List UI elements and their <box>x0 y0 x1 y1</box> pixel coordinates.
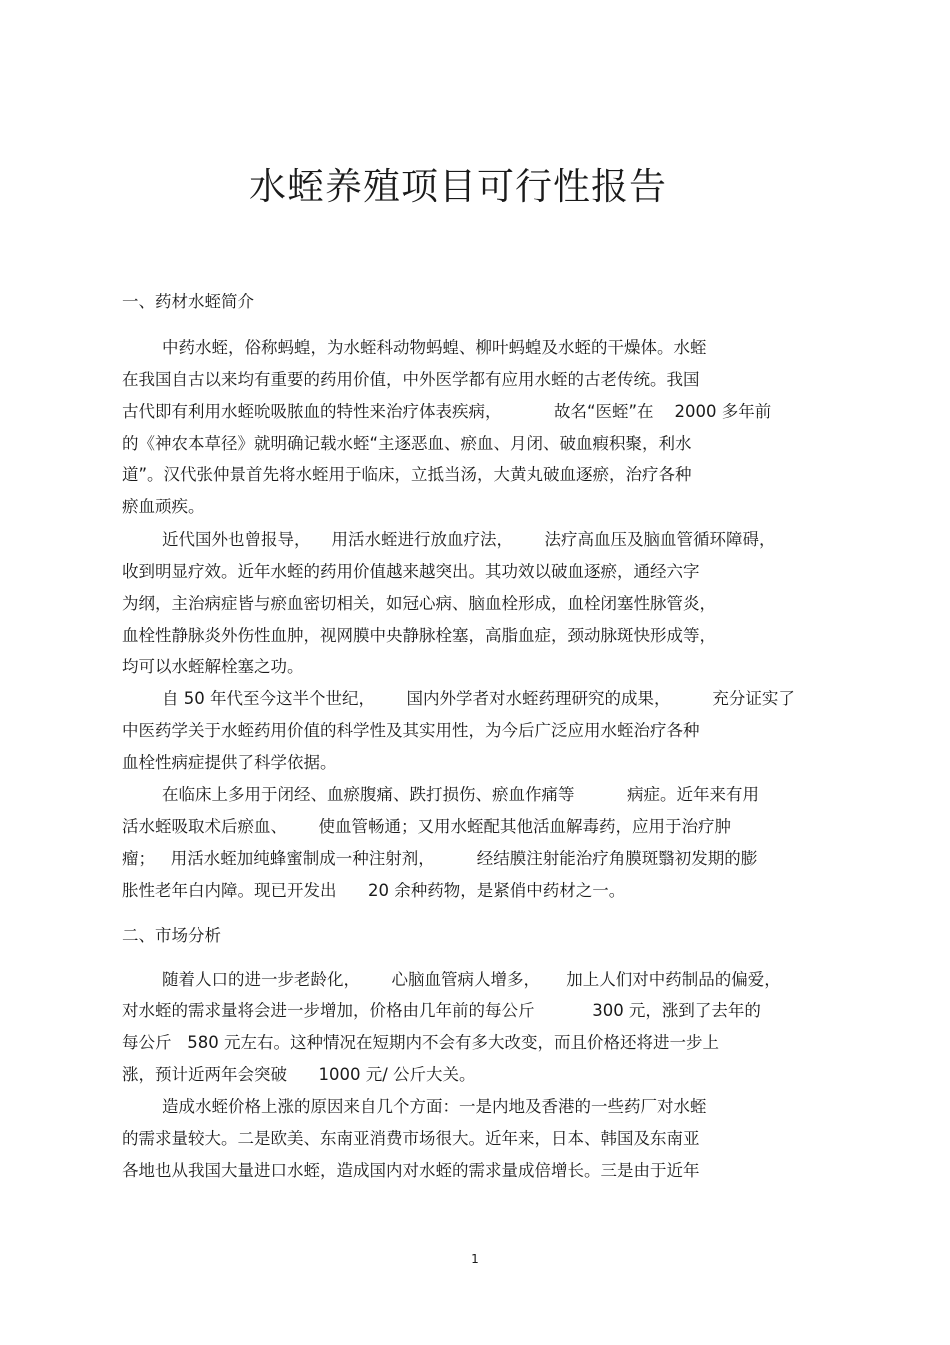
paragraph-line: 古代即有利用水蛭吮吸脓血的特性来治疗体表疾病， 故名“医蛭”在 2000 多年前 <box>122 402 772 421</box>
paragraph-line: 瘤； 用活水蛭加纯蜂蜜制成一种注射剂， 经结膜注射能治疗角膜斑翳初发期的膨 <box>122 849 758 868</box>
paragraph-line: 活水蛭吸取术后瘀血、 使血管畅通；又用水蛭配其他活血解毒药，应用于治疗肿 <box>122 817 731 836</box>
paragraph-line: 每公斤 580 元左右。这种情况在短期内不会有多大改变，而且价格还将进一步上 <box>122 1033 719 1052</box>
paragraph-line: 收到明显疗效。近年水蛭的药用价值越来越突出。其功效以破血逐瘀，通经六字 <box>122 562 700 581</box>
paragraph-line: 在临床上多用于闭经、血瘀腹痛、跌打损伤、瘀血作痛等 病症。近年来有用 <box>162 785 759 804</box>
document-title: 水蛭养殖项目可行性报告 <box>249 165 667 208</box>
paragraph-line: 近代国外也曾报导， 用活水蛭进行放血疗法， 法疗高血压及脑血管循环障碍， <box>162 530 776 549</box>
paragraph-line: 为纲，主治病症皆与瘀血密切相关，如冠心病、脑血栓形成，血栓闭塞性脉管炎， <box>122 594 716 613</box>
paragraph-line: 瘀血顽疾。 <box>122 497 205 516</box>
paragraph-line: 对水蛭的需求量将会进一步增加，价格由几年前的每公斤 300 元，涨到了去年的 <box>122 1001 761 1020</box>
paragraph-line: 的需求量较大。二是欧美、东南亚消费市场很大。近年来，日本、韩国及东南亚 <box>122 1129 700 1148</box>
paragraph-line: 道”。汉代张仲景首先将水蛭用于临床，立抵当汤，大黄丸破血逐瘀，治疗各种 <box>122 465 692 484</box>
paragraph-line: 的《神农本草径》就明确记载水蛭“主逐恶血、瘀血、月闭、破血瘕积聚，利水 <box>122 434 692 453</box>
paragraph-line: 造成水蛭价格上涨的原因来自几个方面：一是内地及香港的一些药厂对水蛭 <box>162 1097 707 1116</box>
section-heading-intro: 一、药材水蛭简介 <box>122 292 254 311</box>
paragraph-line: 各地也从我国大量进口水蛭，造成国内对水蛭的需求量成倍增长。三是由于近年 <box>122 1161 700 1180</box>
section-heading-market: 二、市场分析 <box>122 926 221 945</box>
paragraph-line: 胀性老年白内障。现已开发出 20 余种药物，是紧俏中药材之一。 <box>122 881 626 900</box>
paragraph-line: 在我国自古以来均有重要的药用价值，中外医学都有应用水蛭的古老传统。我国 <box>122 370 700 389</box>
paragraph-line: 血栓性病症提供了科学依据。 <box>122 753 337 772</box>
page-number: 1 <box>471 1252 479 1266</box>
paragraph-line: 自 50 年代至今这半个世纪， 国内外学者对水蛭药理研究的成果， 充分证实了 <box>162 689 795 708</box>
paragraph-line: 血栓性静脉炎外伤性血肿，视网膜中央静脉栓塞，高脂血症，颈动脉斑快形成等， <box>122 626 716 645</box>
paragraph-line: 中医药学关于水蛭药用价值的科学性及其实用性，为今后广泛应用水蛭治疗各种 <box>122 721 700 740</box>
paragraph-line: 随着人口的进一步老龄化， 心脑血管病人增多， 加上人们对中药制品的偏爱， <box>162 970 781 989</box>
paragraph-line: 中药水蛭，俗称蚂蝗，为水蛭科动物蚂蝗、柳叶蚂蝗及水蛭的干燥体。水蛭 <box>162 338 707 357</box>
paragraph-line: 均可以水蛭解栓塞之功。 <box>122 657 304 676</box>
paragraph-line: 涨，预计近两年会突破 1000 元/ 公斤大关。 <box>122 1065 476 1084</box>
